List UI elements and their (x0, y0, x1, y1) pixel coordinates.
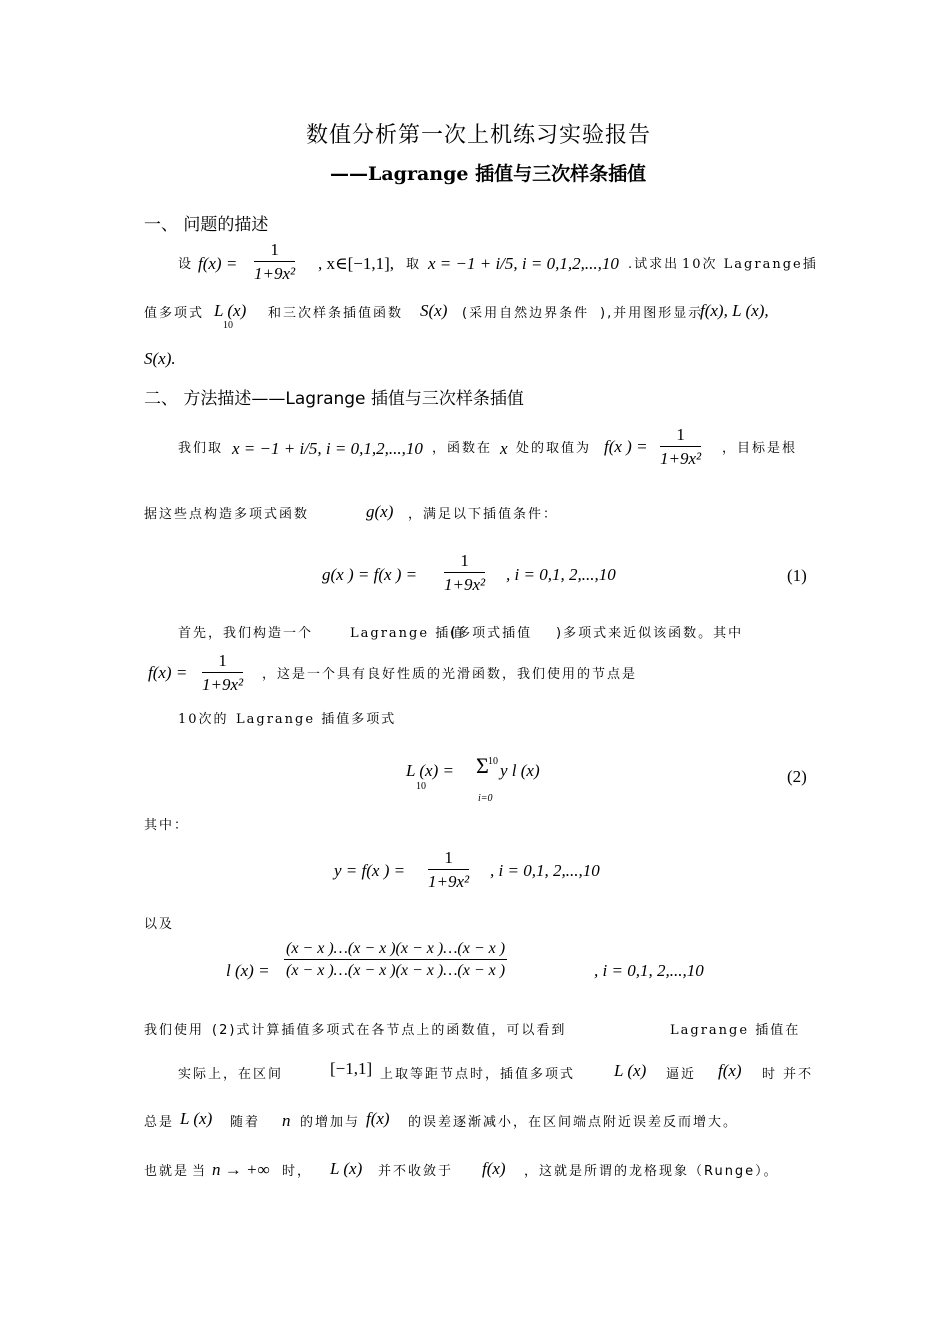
s2-p4-frac-num: 1 (202, 651, 243, 673)
eq2-sum-bot: i=0 (478, 793, 493, 804)
s2-p8-a: 总是 (144, 1115, 175, 1130)
li-lhs: l (x) = (226, 961, 270, 980)
s2-p9-a: 也就是 (144, 1164, 190, 1179)
s1-deg-lagrange: 10次 Lagrange插 (682, 257, 818, 272)
s2-p8-b: 随着 (230, 1115, 261, 1130)
s2-p9-lim: n → +∞ (212, 1160, 270, 1179)
s2-p2-a: 据这些点构造多项式函数 (144, 507, 310, 522)
s2-p1-b: ，函数在 (432, 441, 493, 456)
s2-p3-c: )多项式来近似该函数。其中 (556, 626, 744, 641)
eq1-number: (1) (787, 566, 807, 585)
s1-nodes: x = −1 + i/5, i = 0,1,2,...,10 (428, 254, 619, 273)
s2-p4-frac-den: 1+9x² (202, 675, 244, 694)
li-frac-num: (x − x )…(x − x )(x − x )…(x − x ) (284, 940, 507, 960)
s1-tail: .试求出 (628, 257, 680, 272)
s2-p1-a: 我们取 (178, 441, 224, 456)
s2-p8-Ln: L (x) (180, 1109, 213, 1128)
s2-p4-fx: f(x) = (148, 663, 188, 682)
s2-p9-b: 当 (192, 1164, 208, 1179)
s2-p1-frac-num: 1 (660, 425, 701, 447)
s2-p4-fraction (202, 651, 243, 695)
eq-y-frac-num: 1 (428, 848, 469, 870)
eq2-sum-top: 10 (488, 756, 498, 767)
s2-p9-fx: f(x) (482, 1159, 506, 1178)
eq-y-frac-den: 1+9x² (428, 872, 470, 891)
s1-func-lhs: f(x) = (198, 254, 238, 273)
eq2-sub10: 10 (416, 781, 426, 792)
eq-y-range: , i = 0,1, 2,...,10 (490, 861, 600, 880)
s1-frac-num: 1 (254, 240, 295, 262)
s1-take: 取 (406, 257, 422, 272)
s1-line2-a: 值多项式 (144, 306, 205, 321)
eq1-frac-den: 1+9x² (444, 575, 486, 594)
where-2: 以及 (144, 917, 175, 932)
s2-p6-lag: Lagrange 插值在 (670, 1023, 801, 1038)
eq2-lhs: L (x) = (406, 761, 454, 780)
s1-sub10: 10 (223, 320, 233, 331)
s1-frac-den: 1+9x² (254, 264, 296, 283)
section-2-heading: 二、 方法描述——Lagrange 插值与三次样条插值 (144, 389, 524, 409)
s1-L10: L (x) (214, 301, 247, 320)
eq1-frac-num: 1 (444, 551, 485, 573)
s2-p9-d: 并不收敛于 (378, 1164, 454, 1179)
s1-line3: S(x). (144, 349, 176, 368)
s2-p7-Ln: L (x) (614, 1061, 647, 1080)
s2-p3-a: 首先，我们构造一个 (178, 626, 314, 641)
s2-p1-frac-den: 1+9x² (660, 449, 702, 468)
s2-p1-nodes: x = −1 + i/5, i = 0,1,2,...,10 (232, 439, 423, 458)
s2-p8-d: 的误差逐渐减小，在区间端点附近误差反而增大。 (408, 1115, 739, 1130)
s1-domain: , x∈[−1,1], (318, 254, 394, 273)
eq2-sigma: Σ (476, 753, 489, 778)
s2-p7-fx: f(x) (718, 1061, 742, 1080)
report-title: 数值分析第一次上机练习实验报告 (306, 123, 652, 148)
s1-prefix: 设 (178, 257, 194, 272)
s2-p4-tail: ，这是一个具有良好性质的光滑函数，我们使用的节点是 (262, 667, 638, 682)
s1-line2-c: (采用自然边界条件 (462, 306, 590, 321)
s2-p7-a: 实际上，在区间 (178, 1067, 284, 1082)
eq2-rhs: y l (x) (500, 761, 540, 780)
s2-p8-n: n (282, 1111, 291, 1130)
li-fraction (284, 940, 507, 980)
s1-line2-b: 和三次样条插值函数 (268, 306, 404, 321)
s2-p5-a: 10次的 (178, 712, 229, 727)
s1-Sx: S(x) (420, 301, 448, 320)
eq1-fraction (444, 551, 485, 595)
s2-p6-b: (2)式计算插值多项式在各节点上的函数值，可以看到 (212, 1023, 567, 1038)
s2-p2-b: ，满足以下插值条件： (408, 507, 559, 522)
s2-p9-Ln: L (x) (330, 1159, 363, 1178)
s1-line2-d: ),并用图形显示 (600, 306, 704, 321)
s2-p7-d: 时 并不 (762, 1067, 814, 1082)
s1-fraction (254, 240, 295, 284)
s2-p1-xi: x (500, 439, 508, 458)
s2-p3-b: (多项式插值 (450, 626, 533, 641)
s2-p1-fx: f(x ) = (604, 437, 648, 456)
li-frac-den: (x − x )…(x − x )(x − x )…(x − x ) (286, 962, 506, 979)
section-1-heading: 一、 问题的描述 (144, 215, 269, 235)
s2-p7-c: 逼近 (666, 1067, 697, 1082)
s2-p8-c: 的增加与 (300, 1115, 361, 1130)
s2-p9-e: ，这就是所谓的龙格现象（Runge）。 (524, 1164, 779, 1179)
s2-p1-fraction (660, 425, 701, 469)
s2-p1-c: 处的取值为 (516, 441, 592, 456)
s2-p6-a: 我们使用 (144, 1023, 205, 1038)
s2-p3-lag: Lagrange 插值 (350, 626, 466, 641)
eq-y-fraction (428, 848, 469, 892)
li-range: , i = 0,1, 2,...,10 (594, 961, 704, 980)
where-1: 其中： (144, 818, 190, 833)
eq1-lhs: g(x ) = f(x ) = (322, 565, 418, 584)
report-subtitle: ——Lagrange 插值与三次样条插值 (330, 163, 647, 185)
eq1-range: , i = 0,1, 2,...,10 (506, 565, 616, 584)
s2-p8-fx: f(x) (366, 1109, 390, 1128)
s2-p9-c: 时， (282, 1164, 313, 1179)
s2-p2-gx: g(x) (366, 502, 394, 521)
s2-p1-d: ，目标是根 (722, 441, 798, 456)
eq2-number: (2) (787, 767, 807, 786)
s2-p7-interval: [−1,1] (330, 1059, 373, 1078)
s2-p5-lag: Lagrange 插值多项式 (236, 712, 397, 727)
s2-p7-b: 上取等距节点时，插值多项式 (380, 1067, 576, 1082)
s1-line2-funcs: f(x), L (x), (700, 301, 769, 320)
eq-y-lhs: y = f(x ) = (334, 861, 406, 880)
